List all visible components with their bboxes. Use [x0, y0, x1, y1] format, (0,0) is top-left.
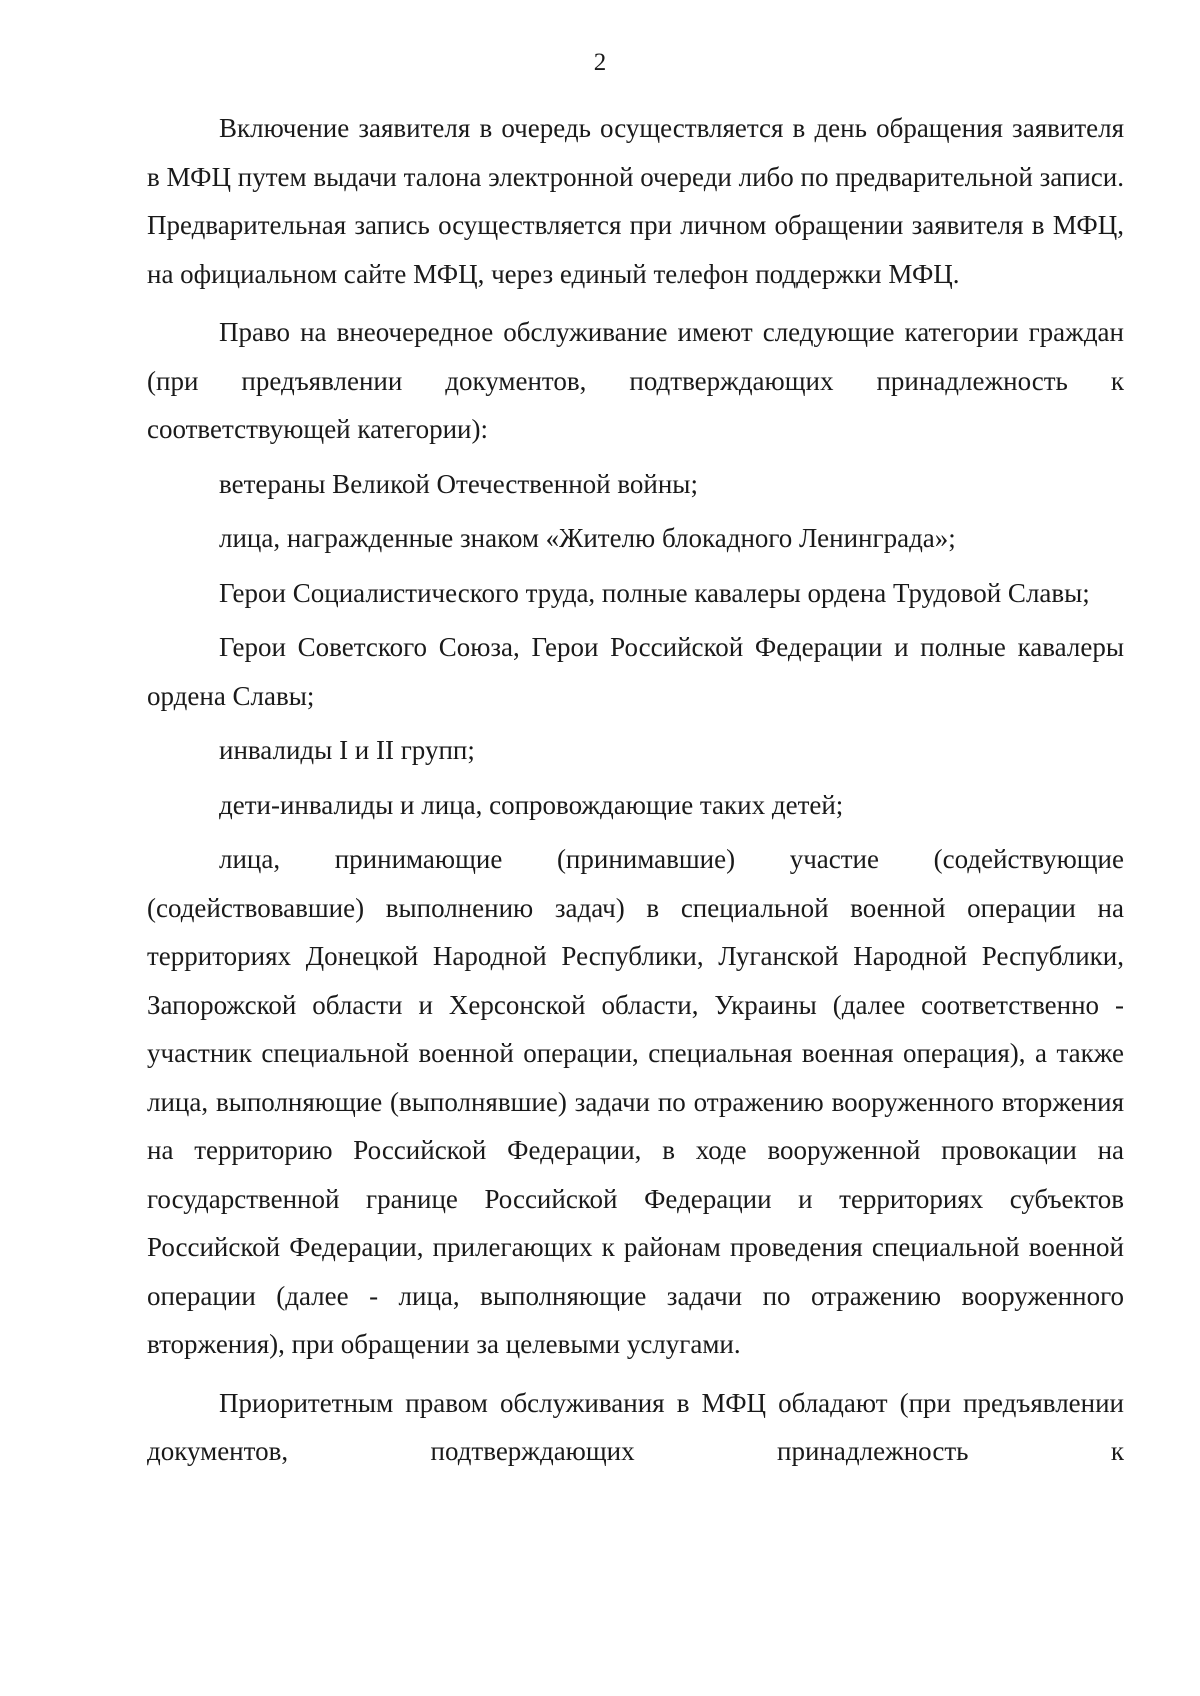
list-item-disabled-children: дети-инвалиды и лица, сопровождающие таких детей; — [219, 789, 844, 820]
list-item-disabled-persons: инвалиды I и II групп; — [219, 735, 475, 765]
paragraph-priority-service-intro: Право на внеочередное обслуживание имеют следующие категории граждан (при предъявлении документов, подтверждающих принадлежность к соответствующей категории): — [147, 317, 1124, 444]
paragraph-priority-right: Приоритетным правом обслуживания в МФЦ обладают (при предъявлении документов, подтверждающих принадлежность к — [147, 1387, 1124, 1466]
document-body — [147, 104, 1124, 1476]
page-number: 2 — [593, 49, 607, 76]
list-item-war-veterans: ветераны Великой Отечественной войны; — [219, 468, 698, 499]
paragraph-queue-registration: Включение заявителя в очередь осуществляется в день обращения заявителя в МФЦ путем выдачи талона электронной очереди либо по предварительной записи. Предварительная запись осуществляется при личном обращении заявителя в МФЦ, на официальном сайте МФЦ, через единый телефон поддержки МФЦ. — [147, 113, 1124, 289]
list-item-heroes-of-union: Герои Советского Союза, Герои Российской Федерации и полные кавалеры ордена Славы; — [147, 632, 1124, 711]
list-item-blockade-residents: лица, награжденные знаком «Жителю блокадного Ленинграда»; — [219, 523, 956, 553]
list-item-special-operation-participants: лица, принимающие (принимавшие) участие (содействующие (содействовавшие) выполнению задач) в специальной военной операции на территориях Донецкой Народной Республики, Луганской Народной Республики, Запорожской области и Херсонской области, Украины (далее соответственно - участник специальной военной операции, специальная военная операция), а также лица, выполняющие (выполнявшие) задачи по отражению вооруженного вторжения на территорию Российской Федерации, в ходе вооруженной провокации на государственной границе Российской Федерации и территориях субъектов Российской Федерации, прилегающих к районам проведения специальной военной операции (далее - лица, выполняющие задачи по отражению вооруженного вторжения), при обращении за целевыми услугами. — [147, 844, 1124, 1359]
list-item-heroes-of-labor: Герои Социалистического труда, полные кавалеры ордена Трудовой Славы; — [219, 577, 1090, 608]
